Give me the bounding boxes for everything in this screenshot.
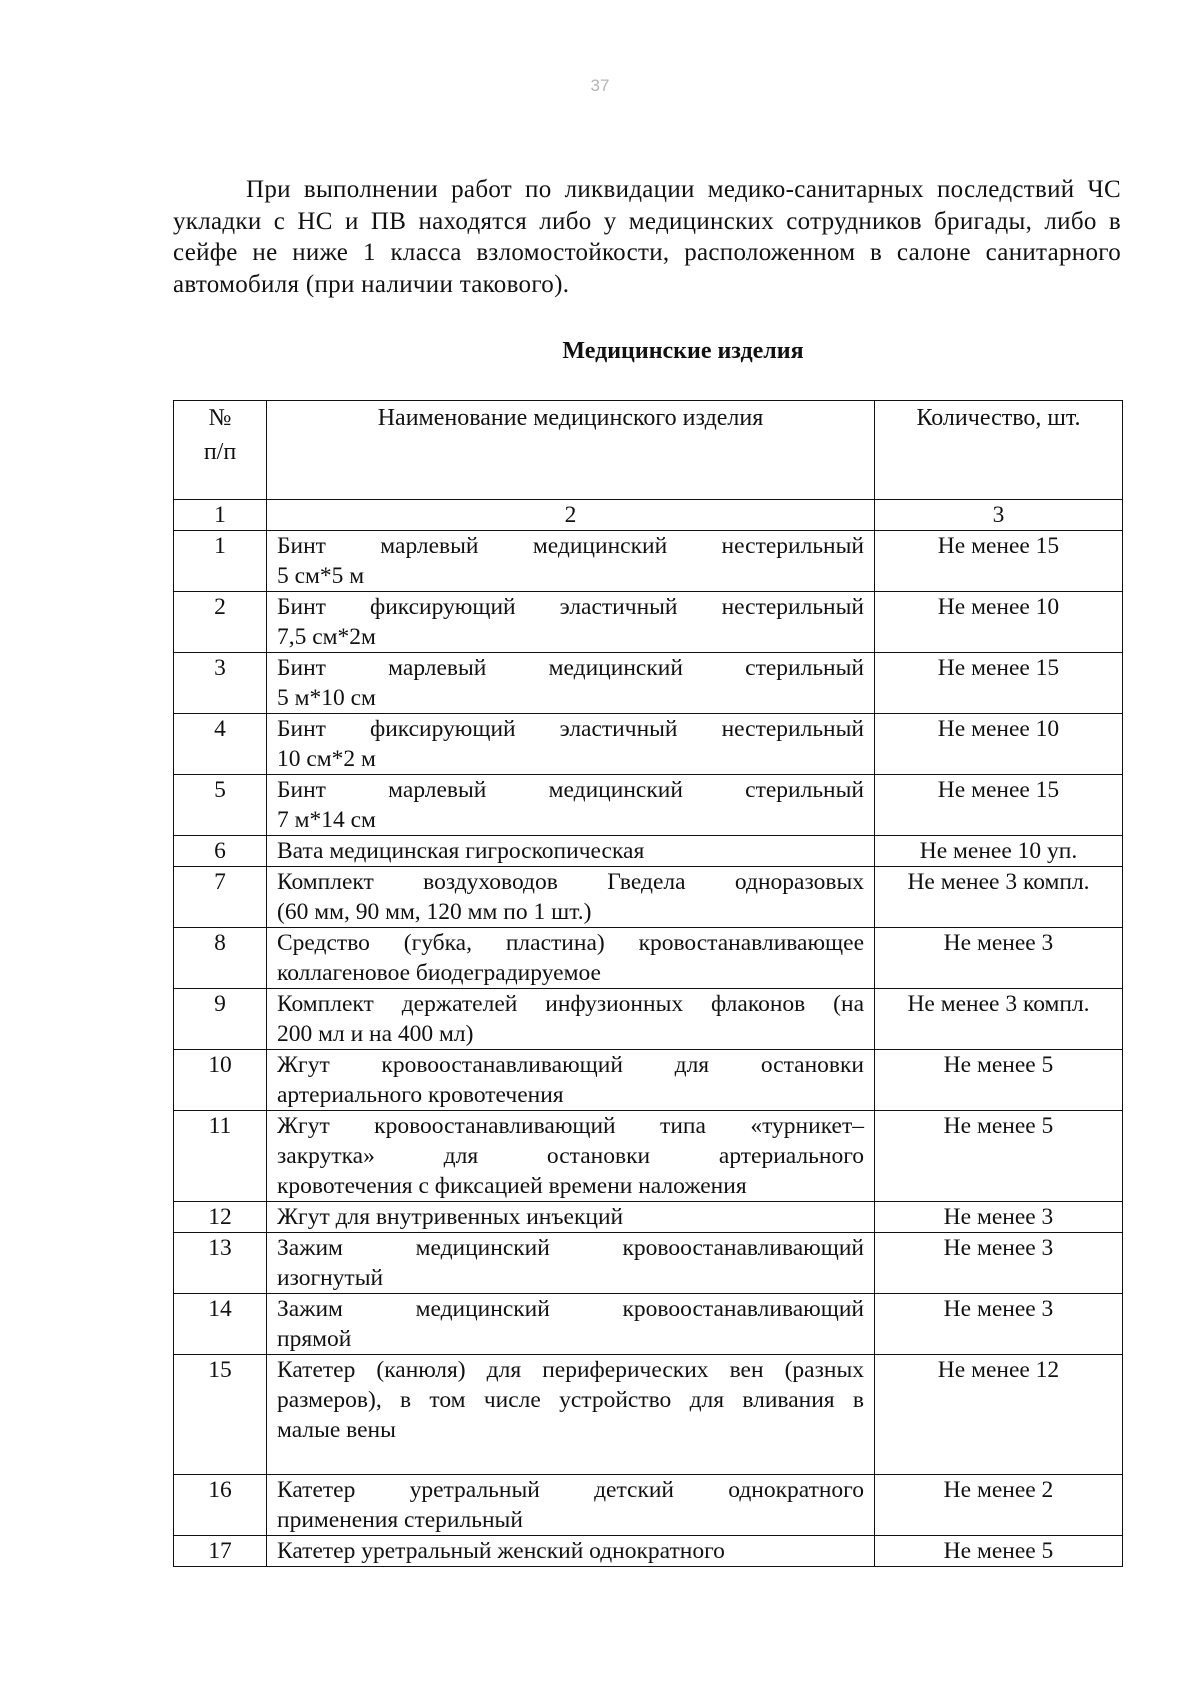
item-name-line: Бинт фиксирующий эластичный нестерильный	[277, 716, 864, 742]
table-row	[174, 1050, 1123, 1111]
column-index: 1	[174, 500, 267, 531]
item-name	[267, 1536, 875, 1567]
item-name	[267, 867, 875, 928]
item-name	[267, 836, 875, 867]
item-quantity: Не менее 3 компл.	[875, 867, 1123, 928]
item-name-line: Катетер уретральный детский однократного	[277, 1477, 864, 1503]
item-name-line: 10 см*2 м	[277, 746, 376, 772]
item-quantity: Не менее 15	[875, 531, 1123, 592]
table-row	[174, 1355, 1123, 1475]
item-name-line: Жгут для внутривенных инъекций	[277, 1204, 624, 1230]
item-name	[267, 1355, 875, 1475]
item-number: 9	[174, 989, 267, 1050]
item-name-line: Зажим медицинский кровоостанавливающий	[277, 1235, 864, 1261]
table-header-row	[174, 401, 1123, 500]
item-number: 3	[174, 653, 267, 714]
item-name-line: изогнутый	[277, 1265, 384, 1291]
item-name	[267, 1202, 875, 1233]
item-number: 16	[174, 1475, 267, 1536]
table-row	[174, 1536, 1123, 1567]
item-name-line: Бинт марлевый медицинский стерильный	[277, 655, 864, 681]
item-number: 4	[174, 714, 267, 775]
item-name-line: кровотечения с фиксацией времени наложения	[277, 1173, 747, 1199]
item-name-line: применения стерильный	[277, 1507, 523, 1533]
item-name-line: 200 мл и на 400 мл)	[277, 1021, 474, 1047]
table-row	[174, 1111, 1123, 1202]
item-name-line: артериального кровотечения	[277, 1082, 564, 1108]
header-number-part: №	[208, 405, 232, 431]
header-name: Наименование медицинского изделия	[267, 401, 875, 500]
column-index: 2	[267, 500, 875, 531]
table-row	[174, 592, 1123, 653]
table-row	[174, 653, 1123, 714]
table-row	[174, 775, 1123, 836]
item-quantity: Не менее 10	[875, 592, 1123, 653]
item-name-line: Катетер уретральный женский однократного	[277, 1538, 725, 1564]
item-number: 17	[174, 1536, 267, 1567]
item-number: 2	[174, 592, 267, 653]
item-name	[267, 1475, 875, 1536]
item-name	[267, 1050, 875, 1111]
item-name-line: Бинт фиксирующий эластичный нестерильный	[277, 594, 864, 620]
item-name	[267, 1233, 875, 1294]
item-quantity: Не менее 15	[875, 653, 1123, 714]
item-name-line: 5 м*10 см	[277, 685, 376, 711]
column-index-row	[174, 500, 1123, 531]
header-number-part: п/п	[203, 439, 237, 465]
table-row	[174, 531, 1123, 592]
item-name-line: Жгут кровоостанавливающий типа «турникет–	[277, 1113, 864, 1139]
table-row	[174, 928, 1123, 989]
item-name-line: Катетер (канюля) для периферических вен (разных	[277, 1357, 864, 1383]
item-name-line: Бинт марлевый медицинский нестерильный	[277, 533, 864, 559]
table-row	[174, 867, 1123, 928]
item-name	[267, 775, 875, 836]
item-quantity: Не менее 3	[875, 1294, 1123, 1355]
item-number: 12	[174, 1202, 267, 1233]
item-name-line: Комплект держателей инфузионных флаконов (на	[277, 991, 864, 1017]
item-quantity: Не менее 3	[875, 928, 1123, 989]
item-quantity: Не менее 3 компл.	[875, 989, 1123, 1050]
header-number	[174, 401, 267, 500]
item-quantity: Не менее 12	[875, 1355, 1123, 1475]
item-name-line: малые вены	[277, 1417, 396, 1443]
intro-paragraph: При выполнении работ по ликвидации медико-санитарных последствий ЧС укладки с НС и ПВ находятся либо у медицинских сотрудников бригады, либо в сейфе не ниже 1 класса взломостойкости, расположенном в салоне санитарного автомобиля (при наличии такового).	[173, 176, 1121, 298]
medical-items-table	[173, 400, 1123, 1567]
item-name-line: 7,5 см*2м	[277, 624, 376, 650]
item-name	[267, 928, 875, 989]
item-number: 5	[174, 775, 267, 836]
item-name-line: (60 мм, 90 мм, 120 мм по 1 шт.)	[277, 899, 592, 925]
table-row	[174, 1475, 1123, 1536]
table-row	[174, 714, 1123, 775]
item-number: 1	[174, 531, 267, 592]
item-name	[267, 592, 875, 653]
item-quantity: Не менее 5	[875, 1536, 1123, 1567]
item-number: 10	[174, 1050, 267, 1111]
table-row	[174, 836, 1123, 867]
item-name-line: Средство (губка, пластина) кровостанавливающее	[277, 930, 864, 956]
item-name-line: коллагеновое биодеградируемое	[277, 960, 601, 986]
item-quantity: Не менее 5	[875, 1111, 1123, 1202]
column-index: 3	[875, 500, 1123, 531]
item-name-line: Комплект воздуховодов Гведела одноразовых	[277, 869, 864, 895]
item-name-line: размеров), в том числе устройство для вливания в	[277, 1387, 864, 1413]
item-name	[267, 714, 875, 775]
item-name	[267, 653, 875, 714]
header-quantity: Количество, шт.	[875, 401, 1123, 500]
item-name-line: Жгут кровоостанавливающий для остановки	[277, 1052, 864, 1078]
item-quantity: Не менее 2	[875, 1475, 1123, 1536]
table-row	[174, 989, 1123, 1050]
item-name-line: прямой	[277, 1326, 352, 1352]
item-quantity: Не менее 10	[875, 714, 1123, 775]
item-number: 8	[174, 928, 267, 989]
item-name	[267, 531, 875, 592]
item-quantity: Не менее 5	[875, 1050, 1123, 1111]
item-name-line: 5 см*5 м	[277, 563, 365, 589]
item-name-line: Бинт марлевый медицинский стерильный	[277, 777, 864, 803]
item-quantity: Не менее 10 уп.	[875, 836, 1123, 867]
item-number: 14	[174, 1294, 267, 1355]
item-quantity: Не менее 3	[875, 1233, 1123, 1294]
item-number: 15	[174, 1355, 267, 1475]
item-number: 13	[174, 1233, 267, 1294]
page-number: 37	[590, 76, 610, 95]
item-name-line: Вата медицинская гигроскопическая	[277, 838, 645, 864]
item-number: 7	[174, 867, 267, 928]
table-row	[174, 1202, 1123, 1233]
item-name	[267, 989, 875, 1050]
item-name-line: закрутка» для остановки артериального	[277, 1143, 864, 1169]
item-name-line: 7 м*14 см	[277, 807, 376, 833]
item-name	[267, 1294, 875, 1355]
item-number: 11	[174, 1111, 267, 1202]
item-quantity: Не менее 15	[875, 775, 1123, 836]
section-title: Медицинские изделия	[562, 338, 804, 364]
item-name	[267, 1111, 875, 1202]
table-row	[174, 1233, 1123, 1294]
item-name-line: Зажим медицинский кровоостанавливающий	[277, 1296, 864, 1322]
item-number: 6	[174, 836, 267, 867]
item-quantity: Не менее 3	[875, 1202, 1123, 1233]
table-row	[174, 1294, 1123, 1355]
